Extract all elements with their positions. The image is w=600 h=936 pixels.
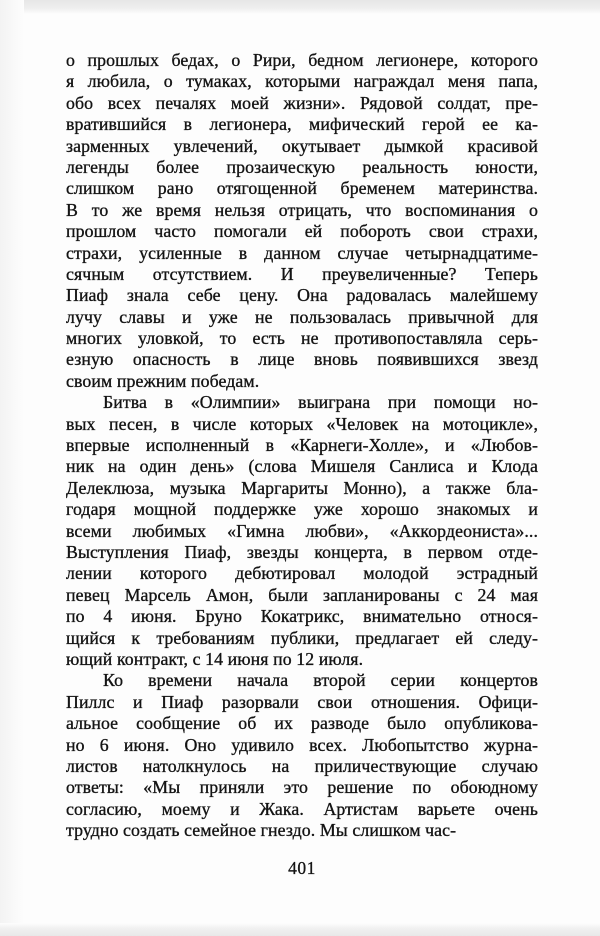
text-line: сячным отсутствием. И преувеличенные? Теперь — [66, 263, 538, 284]
text-block — [66, 50, 538, 841]
text-line: прошлом часто помогали ей побороть свои страхи, — [66, 221, 538, 242]
paragraph — [66, 670, 538, 841]
text-line: ответы: «Мы приняли это решение по обоюдному — [66, 777, 538, 798]
text-line: зарменных увлечений, окутывает дымкой красивой — [66, 135, 538, 156]
scan-edge-left — [0, 0, 24, 936]
text-line: Битва в «Олимпии» выиграна при помощи но- — [103, 392, 538, 413]
text-line: впервые исполненный в «Карнеги-Холле», и «Любов- — [66, 435, 538, 456]
text-line: щийся к требованиям публики, предлагает ей следу- — [66, 627, 538, 648]
text-line: трудно создать семейное гнездо. Мы слишком час- — [66, 820, 457, 841]
text-line: вратившийся в легионера, мифический герой ее ка- — [66, 114, 538, 135]
text-line: ник на один день» (слова Мишеля Санлиса и Клода — [66, 456, 538, 477]
text-line: альное сообщение об их разводе было опубликова- — [66, 713, 538, 734]
text-line: слишком рано отягощенной бременем материнства. — [66, 178, 538, 199]
text-line: Пиаф знала себе цену. Она радовалась малейшему — [66, 285, 538, 306]
text-line: обо всех печалях моей жизни». Рядовой солдат, пре- — [66, 92, 538, 113]
text-line: ющий контракт, с 14 июня по 12 июля. — [66, 648, 364, 669]
scan-edge-top — [0, 0, 600, 14]
text-line: легенды более прозаическую реальность юности, — [66, 156, 538, 177]
text-line: листов натолкнулось на приличествующие случаю — [66, 755, 538, 776]
text-line: лучу славы и уже не пользовалась привычной для — [66, 306, 538, 327]
paragraph — [66, 392, 538, 670]
text-line: многих уловкой, то есть не противопоставляла серь- — [66, 328, 538, 349]
text-line: езную опасность в лице вновь появившихся звезд — [66, 349, 538, 370]
text-line: Выступления Пиаф, звезды концерта, в первом отде- — [66, 541, 538, 562]
text-line: своим прежним победам. — [66, 370, 260, 391]
text-line: Делеклюза, музыка Маргариты Монно), а также бла- — [66, 477, 538, 498]
scan-edge-bottom — [0, 923, 600, 936]
text-line: певец Марсель Амон, были запланированы с 24 мая — [66, 584, 538, 605]
text-line: но 6 июня. Оно удивило всех. Любопытство журна- — [66, 734, 538, 755]
text-line: о прошлых бедах, о Рири, бедном легионере, которого — [66, 50, 538, 70]
page-number: 401 — [288, 858, 316, 878]
text-line: лении которого дебютировал молодой эстрадный — [66, 563, 538, 584]
paragraph — [66, 50, 538, 392]
text-line: Пиллс и Пиаф разорвали свои отношения. Офици- — [66, 691, 538, 712]
text-line: я любила, о тумаках, которыми награждал меня папа, — [66, 71, 538, 92]
text-line: согласию, моему и Жака. Артистам варьете очень — [66, 798, 538, 819]
text-line: по 4 июня. Бруно Кокатрикс, внимательно относя- — [66, 606, 538, 627]
text-line: всеми любимых «Гимна любви», «Аккордеониста»... — [66, 520, 538, 541]
text-line: Ко времени начала второй серии концертов — [103, 670, 538, 691]
text-line: страхи, усиленные в данном случае четырнадцатиме- — [66, 242, 538, 263]
text-line: годаря мощной поддержке уже хорошо знакомых и — [66, 499, 538, 520]
text-line: вых песен, в числе которых «Человек на мотоцикле», — [66, 413, 538, 434]
text-line: В то же время нельзя отрицать, что воспоминания о — [66, 199, 538, 220]
